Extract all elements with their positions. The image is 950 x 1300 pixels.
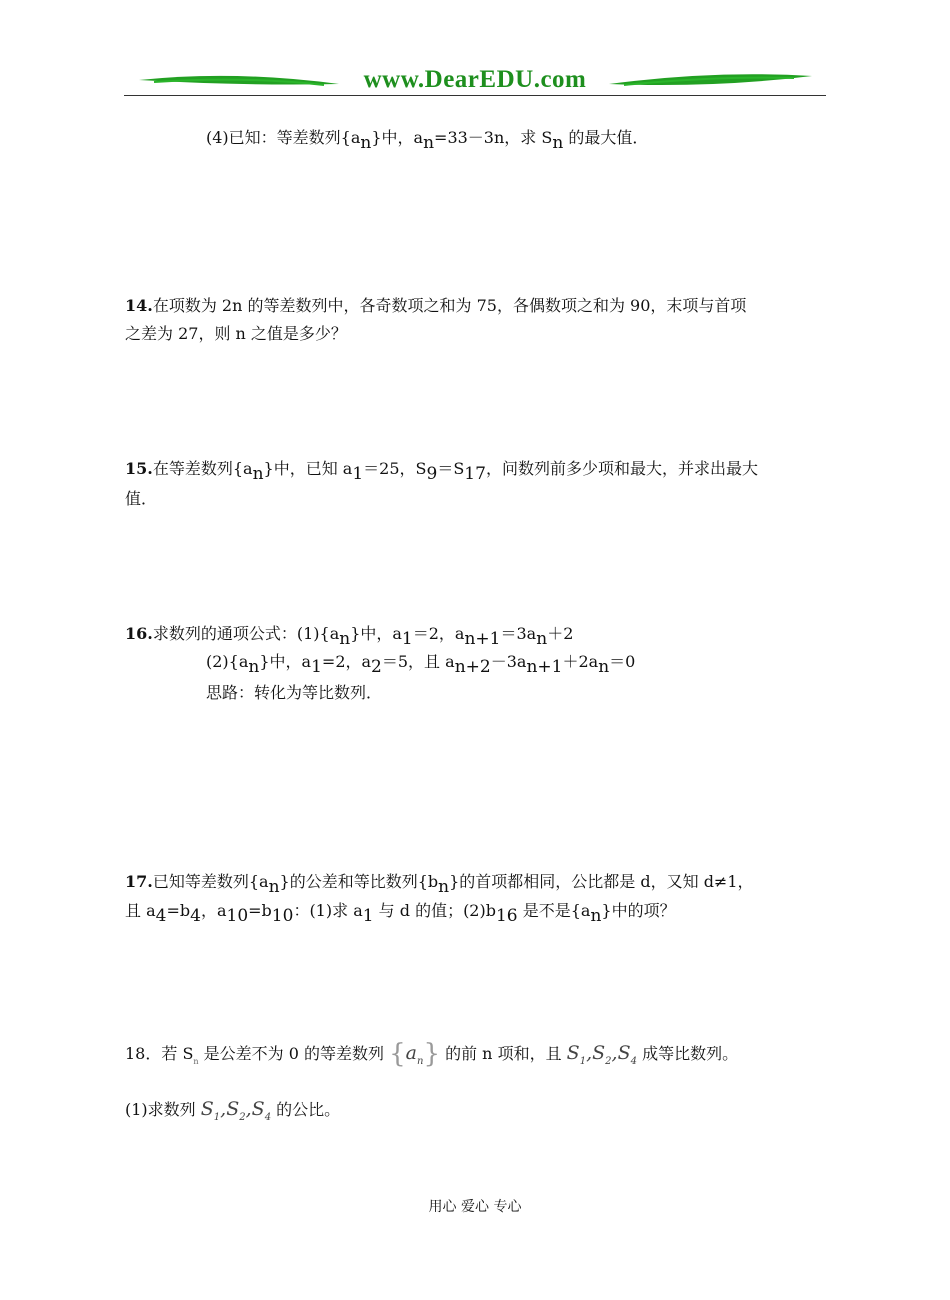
question-number: 16.: [125, 624, 153, 643]
question-17-line-2: 且 $a_4=b_4$，$a_{10}=b_{10}$：(1)求 $a_1$ 与 d 的值；$(2)b_{16}$ 是不是$\{a_n\}$中的项？: [125, 901, 676, 926]
question-number: 14.: [125, 296, 153, 315]
logo-text: www.DearEDU.com: [363, 66, 587, 93]
question-16-line-3: 思路：转化为等比数列．: [206, 683, 383, 702]
question-15-line-1: 15.在等差数列$\{a_n\}$中，已知 $a_1=25$，$S_9=S_{17}$，问数列前多少项和最大，并求出最大: [125, 459, 758, 484]
math-s1-s2-s4: $S_1,S_2,S_4$: [566, 1042, 637, 1067]
question-14-line-2: 之差为 27，则 n 之值是多少？: [125, 324, 347, 343]
question-16-line-1: 16.求数列的通项公式：$(1)\{a_n\}$中，$a_1=2$，$a_{n+1}=3a_n+2$: [125, 624, 574, 649]
page-footer: 用心 爱心 专心: [428, 1199, 522, 1215]
header-rule: [124, 95, 826, 96]
header-logo: [124, 60, 826, 100]
question-14-line-1: 14.在项数为 2n 的等差数列中，各奇数项之和为 75，各偶数项之和为 90，末项与首项: [125, 296, 747, 315]
question-18-line-1: 18．若 $S_n$ 是公差不为 0 的等差数列 $\{a_n\}$ 的前 n 项和，且 $S_1,S_2,S_4$ 成等比数列。: [125, 1039, 739, 1069]
question-18-line-2: (1)求数列 $S_1,S_2,S_4$ 的公比。: [125, 1098, 341, 1123]
question-13-part-4: (4)已知：等差数列$\{a_n\}$中，$a_n=33-3n$，求 $S_n$ 的最大值．: [206, 128, 649, 153]
math-s1-s2-s4: $S_1,S_2,S_4$: [200, 1098, 272, 1123]
question-number: 15.: [125, 459, 153, 478]
question-16-line-2: $(2)\{a_n\}$中，$a_1=2$，$a_2=5$，且 $a_{n+2}-3a_{n+1}+2a_n=0$: [206, 652, 636, 677]
question-number: 17.: [125, 872, 153, 891]
question-17-line-1: 17.已知等差数列$\{a_n\}$的公差和等比数列$\{b_n\}$的首项都相同，公比都是 d，又知 d≠1，: [125, 872, 754, 897]
question-15-line-2: 值．: [125, 489, 158, 508]
